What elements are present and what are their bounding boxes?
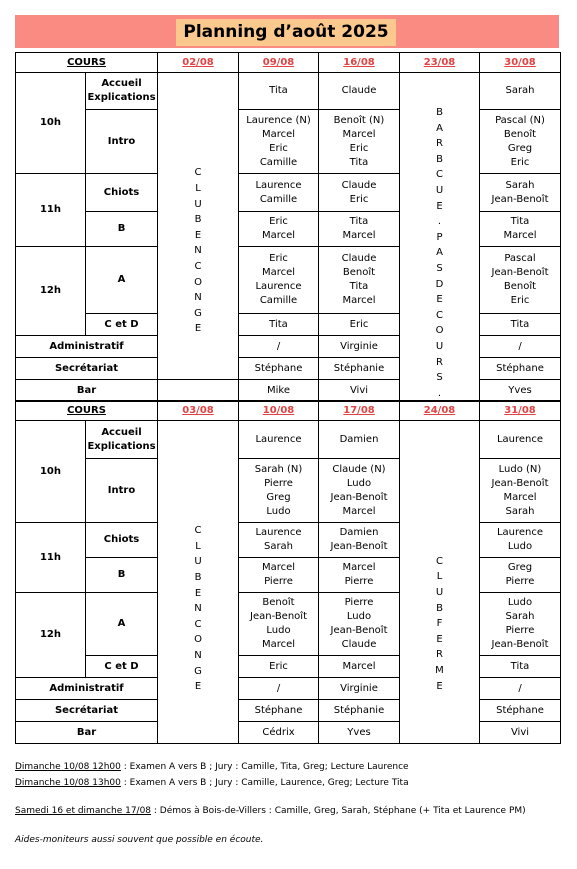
closed-column xyxy=(158,73,239,380)
schedule-cell: Stéphane xyxy=(239,358,319,380)
schedule-cell xyxy=(239,523,319,558)
person-name: Marcel xyxy=(261,230,296,242)
person-name: Pierre xyxy=(264,477,293,489)
schedule-cell: / xyxy=(480,678,561,700)
schedule-cell: Laurence xyxy=(239,421,319,459)
vertical-letter: O xyxy=(194,276,202,288)
person-name: Marcel xyxy=(503,491,537,503)
person-name: Sarah xyxy=(505,505,535,517)
vertical-letter: B xyxy=(436,602,443,614)
group-label: Accueil xyxy=(101,78,142,89)
vertical-text xyxy=(401,470,478,694)
vertical-letter: P xyxy=(436,231,443,243)
vertical-letter: U xyxy=(194,198,202,210)
group-cell xyxy=(86,421,158,459)
schedule-cell: Vivi xyxy=(480,722,561,744)
schedule-cell xyxy=(480,174,561,212)
person-name: Marcel xyxy=(261,267,296,279)
schedule-cell: Marcel xyxy=(319,656,400,678)
note-label: Dimanche 10/08 12h00 xyxy=(15,762,121,772)
vertical-letter: L xyxy=(436,571,443,583)
schedule-cell xyxy=(239,558,319,593)
vertical-letter: E xyxy=(436,633,443,645)
table-row xyxy=(16,593,561,656)
schedule-cell xyxy=(319,110,400,174)
vertical-letter: E xyxy=(436,294,443,306)
schedule-cell: Vivi xyxy=(319,380,400,402)
person-name: Camille xyxy=(259,193,298,205)
schedule-cell xyxy=(239,174,319,212)
schedule-cell xyxy=(239,212,319,247)
vertical-letter: C xyxy=(194,167,202,179)
person-name: Pascal (N) xyxy=(495,114,545,126)
table-row xyxy=(16,722,561,744)
table-row xyxy=(16,53,561,73)
schedule-cell xyxy=(480,247,561,314)
schedule-cell: Yves xyxy=(480,380,561,402)
vertical-letter: E xyxy=(194,587,202,599)
schedule-cell: Eric xyxy=(319,314,400,336)
vertical-letter: B xyxy=(194,572,202,584)
person-name: Laurence xyxy=(255,179,302,191)
vertical-letter: C xyxy=(194,260,202,272)
schedule-cell: / xyxy=(480,336,561,358)
table-row xyxy=(16,459,561,523)
group-cell: Chiots xyxy=(86,174,158,212)
vertical-letter: O xyxy=(435,325,444,337)
closed-column xyxy=(158,421,239,744)
schedule-cell xyxy=(319,459,400,523)
schedule-cell xyxy=(239,247,319,314)
person-name: Eric xyxy=(510,295,530,307)
schedule-table-1 xyxy=(15,52,561,402)
person-name: Jean-Benoît xyxy=(330,491,388,503)
schedule-cell: Stéphane xyxy=(239,700,319,722)
schedule-cell: Stéphane xyxy=(480,700,561,722)
person-name: Jean-Benoît xyxy=(250,611,307,622)
schedule-cell: Laurence xyxy=(480,421,561,459)
group-label: Accueil xyxy=(101,426,142,438)
vertical-text xyxy=(159,469,237,695)
vertical-letter: E xyxy=(194,681,202,693)
date-header: 16/08 xyxy=(319,53,400,73)
vertical-letter: U xyxy=(435,340,444,352)
role-label: Secrétariat xyxy=(16,358,158,380)
person-name: Laurence (N) xyxy=(246,114,311,126)
vertical-letter: C xyxy=(436,309,443,321)
group-cell: A xyxy=(86,593,158,656)
schedule-cell xyxy=(319,558,400,593)
schedule-cell: Tita xyxy=(239,73,319,110)
person-name: Damien xyxy=(339,527,379,538)
table-row xyxy=(16,401,561,421)
vertical-letter: . xyxy=(437,216,442,228)
schedule-cell xyxy=(319,247,400,314)
vertical-letter: F xyxy=(436,618,443,630)
hour-cell: 12h xyxy=(16,593,86,678)
schedule-cell xyxy=(239,593,319,656)
schedule-cell: Virginie xyxy=(319,336,400,358)
vertical-letter: L xyxy=(195,540,201,552)
person-name: Ludo xyxy=(266,625,291,636)
person-name: Benoît xyxy=(342,267,376,279)
schedule-cell xyxy=(480,110,561,174)
person-name: Pierre xyxy=(344,597,374,608)
role-label: Secrétariat xyxy=(16,700,158,722)
schedule-cell xyxy=(480,459,561,523)
person-name: Marcel xyxy=(261,639,296,650)
date-header: 10/08 xyxy=(239,401,319,421)
schedule-cell: Eric xyxy=(239,656,319,678)
schedule-cell: Virginie xyxy=(319,678,400,700)
vertical-letter: E xyxy=(436,200,443,212)
role-label: Administratif xyxy=(16,678,158,700)
schedule-cell xyxy=(480,523,561,558)
group-cell xyxy=(86,73,158,110)
person-name: Marcel xyxy=(503,230,537,242)
person-name: Claude xyxy=(341,253,377,265)
vertical-letter: O xyxy=(194,634,202,646)
hour-cell: 12h xyxy=(16,247,86,336)
person-name: Claude xyxy=(341,639,377,650)
vertical-letter: A xyxy=(436,122,443,134)
person-name: Sarah xyxy=(263,541,294,552)
vertical-letter: L xyxy=(195,182,201,194)
page-title: Planning d’août 2025 xyxy=(176,19,396,46)
vertical-letter: R xyxy=(436,138,443,150)
note-text: : Démos à Bois-de-Villers : Camille, Greg, Sarah, Stéphane (+ Tita et Laurence PM) xyxy=(151,806,526,816)
role-label: Administratif xyxy=(16,336,158,358)
group-cell: Intro xyxy=(86,459,158,523)
column-header-cours: COURS xyxy=(16,401,158,421)
person-name: Laurence xyxy=(255,281,302,293)
schedule-cell: Tita xyxy=(239,314,319,336)
schedule-cell: Tita xyxy=(480,656,561,678)
schedule-cell xyxy=(480,558,561,593)
date-header: 31/08 xyxy=(480,401,561,421)
person-name: Marcel xyxy=(342,295,376,307)
person-name: Ludo xyxy=(266,505,291,517)
person-name: Benoît xyxy=(503,128,537,140)
group-cell: B xyxy=(86,558,158,593)
person-name: Benoît (N) xyxy=(333,114,385,126)
note-text: : Examen A vers B ; Jury : Camille, Laurence, Greg; Lecture Tita xyxy=(120,778,409,788)
group-cell: B xyxy=(86,212,158,247)
role-label: Bar xyxy=(16,722,158,744)
person-name: Ludo (N) xyxy=(498,463,542,475)
vertical-letter: E xyxy=(436,680,443,692)
hour-cell: 11h xyxy=(16,174,86,247)
schedule-cell: / xyxy=(239,678,319,700)
person-name: Eric xyxy=(349,142,369,154)
table-row xyxy=(16,678,561,700)
vertical-letter: B xyxy=(194,214,202,226)
person-name: Pierre xyxy=(344,576,374,587)
schedule-cell xyxy=(319,523,400,558)
schedule-cell: Claude xyxy=(319,73,400,110)
table-row xyxy=(16,380,561,402)
vertical-letter: S xyxy=(436,262,443,274)
hour-cell: 10h xyxy=(16,421,86,523)
person-name: Tita xyxy=(510,216,530,228)
person-name: Ludo xyxy=(507,541,533,552)
person-name: Ludo xyxy=(507,597,533,608)
schedule-cell xyxy=(319,174,400,212)
role-label: Bar xyxy=(16,380,158,402)
person-name: Marcel xyxy=(342,128,376,140)
vertical-letter: G xyxy=(194,665,202,677)
schedule-table-2 xyxy=(15,400,561,744)
date-header: 24/08 xyxy=(400,401,480,421)
note-exam-1 xyxy=(15,762,409,772)
hour-cell: 10h xyxy=(16,73,86,174)
vertical-letter: E xyxy=(194,323,202,335)
person-name: Eric xyxy=(510,156,530,168)
table-row xyxy=(16,421,561,459)
vertical-letter: S xyxy=(436,372,443,384)
note-aides: Aides-moniteurs aussi souvent que possible en écoute. xyxy=(15,835,264,845)
person-name: Sarah (N) xyxy=(254,463,303,475)
vertical-letter: M xyxy=(435,664,444,676)
vertical-letter: U xyxy=(194,556,202,568)
vertical-letter: U xyxy=(435,184,444,196)
schedule-cell: Sarah xyxy=(480,73,561,110)
vertical-letter: . xyxy=(437,387,442,399)
vertical-text xyxy=(159,115,237,337)
group-cell: A xyxy=(86,247,158,314)
table-row xyxy=(16,174,561,212)
note-demos xyxy=(15,806,526,816)
vertical-letter: B xyxy=(436,107,443,118)
schedule-cell xyxy=(480,212,561,247)
table-row xyxy=(16,336,561,358)
person-name: Jean-Benoît xyxy=(491,193,549,205)
vertical-letter: C xyxy=(436,555,443,567)
person-name: Camille xyxy=(259,156,298,168)
person-name: Marcel xyxy=(342,562,376,573)
schedule-cell xyxy=(319,593,400,656)
person-name: Marcel xyxy=(342,230,376,242)
group-label: Explications xyxy=(87,92,156,103)
person-name: Tita xyxy=(349,156,369,168)
note-label: Dimanche 10/08 13h00 xyxy=(15,778,121,788)
person-name: Claude xyxy=(341,179,377,191)
table-row xyxy=(16,247,561,314)
note-exam-2 xyxy=(15,778,409,788)
person-name: Eric xyxy=(349,193,369,205)
schedule-cell xyxy=(239,110,319,174)
schedule-cell: Stéphanie xyxy=(319,358,400,380)
schedule-cell: Damien xyxy=(319,421,400,459)
closed-column xyxy=(400,73,480,402)
person-name: Sarah xyxy=(505,179,535,191)
person-name: Pierre xyxy=(264,576,293,587)
person-name: Eric xyxy=(269,253,288,265)
person-name: Claude (N) xyxy=(332,463,386,475)
vertical-letter: U xyxy=(435,587,444,599)
vertical-letter: C xyxy=(194,525,202,537)
vertical-letter: D xyxy=(435,278,444,290)
empty-cell xyxy=(158,380,239,402)
person-name: Eric xyxy=(269,142,288,154)
group-cell: C et D xyxy=(86,656,158,678)
person-name: Tita xyxy=(349,216,369,228)
table-row xyxy=(16,358,561,380)
schedule-cell: Mike xyxy=(239,380,319,402)
person-name: Sarah xyxy=(505,611,535,622)
person-name: Marcel xyxy=(261,562,296,573)
group-cell: C et D xyxy=(86,314,158,336)
table-row xyxy=(16,523,561,558)
vertical-letter: R xyxy=(436,649,443,661)
vertical-letter: C xyxy=(436,169,443,181)
schedule-cell xyxy=(239,459,319,523)
table-row xyxy=(16,212,561,247)
vertical-text xyxy=(401,73,478,401)
person-name: Tita xyxy=(349,281,369,293)
person-name: Greg xyxy=(507,562,533,573)
group-label: Explications xyxy=(87,440,156,452)
person-name: Eric xyxy=(269,216,288,228)
table-row xyxy=(16,110,561,174)
person-name: Camille xyxy=(259,295,298,307)
schedule-cell: / xyxy=(239,336,319,358)
closed-column xyxy=(400,421,480,744)
table-row xyxy=(16,558,561,593)
column-header-cours: COURS xyxy=(16,53,158,73)
note-label: Samedi 16 et dimanche 17/08 xyxy=(15,806,152,816)
group-cell: Chiots xyxy=(86,523,158,558)
person-name: Jean-Benoît xyxy=(330,625,388,636)
vertical-letter: A xyxy=(436,247,443,259)
person-name: Greg xyxy=(266,491,291,503)
vertical-letter: N xyxy=(194,603,202,615)
vertical-letter: C xyxy=(194,618,202,630)
person-name: Marcel xyxy=(261,128,296,140)
schedule-cell: Stéphane xyxy=(480,358,561,380)
vertical-letter: B xyxy=(436,153,443,165)
vertical-letter: R xyxy=(436,356,443,368)
vertical-letter: N xyxy=(194,649,202,661)
date-header: 02/08 xyxy=(158,53,239,73)
vertical-letter: G xyxy=(194,307,202,319)
date-header: 09/08 xyxy=(239,53,319,73)
person-name: Benoît xyxy=(262,597,295,608)
person-name: Pierre xyxy=(505,576,535,587)
person-name: Pierre xyxy=(505,625,535,636)
vertical-letter: N xyxy=(194,245,202,257)
date-header: 17/08 xyxy=(319,401,400,421)
note-text: : Examen A vers B ; Jury : Camille, Tita, Greg; Lecture Laurence xyxy=(120,762,409,772)
person-name: Benoît xyxy=(503,281,537,293)
date-header: 23/08 xyxy=(400,53,480,73)
schedule-cell: Tita xyxy=(480,314,561,336)
group-cell: Intro xyxy=(86,110,158,174)
person-name: Ludo xyxy=(346,611,372,622)
person-name: Jean-Benoît xyxy=(491,267,549,279)
vertical-letter: E xyxy=(194,229,202,241)
table-row xyxy=(16,314,561,336)
schedule-cell: Yves xyxy=(319,722,400,744)
table-row xyxy=(16,700,561,722)
date-header: 03/08 xyxy=(158,401,239,421)
person-name: Greg xyxy=(507,142,533,154)
person-name: Ludo xyxy=(346,477,372,489)
vertical-letter: N xyxy=(194,292,202,304)
schedule-cell xyxy=(480,593,561,656)
person-name: Pascal xyxy=(504,253,536,265)
person-name: Marcel xyxy=(342,505,376,517)
person-name: Laurence xyxy=(496,527,544,538)
schedule-cell: Stéphanie xyxy=(319,700,400,722)
schedule-cell xyxy=(319,212,400,247)
person-name: Jean-Benoît xyxy=(330,541,388,552)
table-row xyxy=(16,73,561,110)
schedule-cell: Cédrix xyxy=(239,722,319,744)
table-row xyxy=(16,656,561,678)
hour-cell: 11h xyxy=(16,523,86,593)
person-name: Laurence xyxy=(255,527,302,538)
date-header: 30/08 xyxy=(480,53,561,73)
person-name: Jean-Benoît xyxy=(491,477,549,489)
person-name: Jean-Benoît xyxy=(491,639,549,650)
